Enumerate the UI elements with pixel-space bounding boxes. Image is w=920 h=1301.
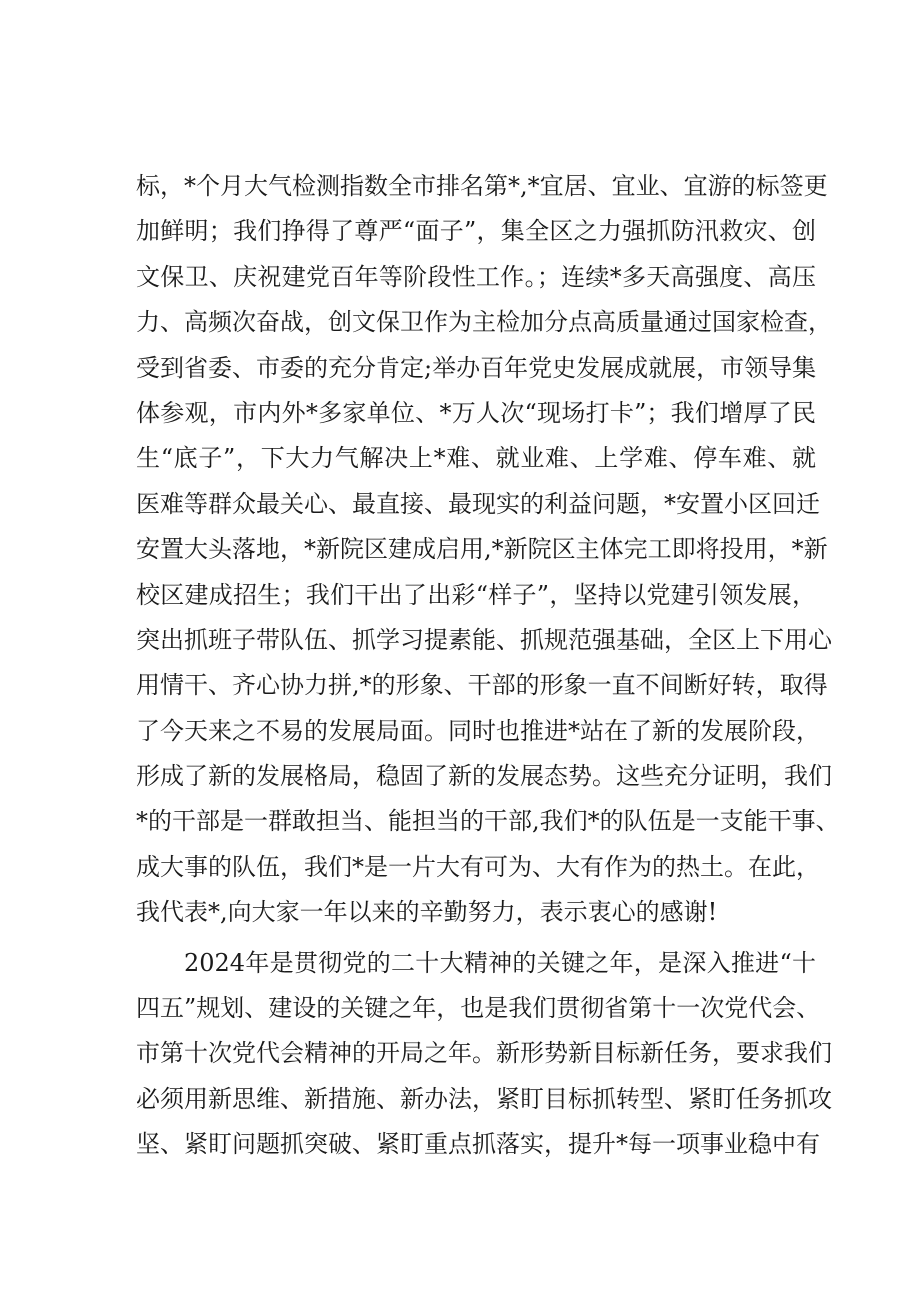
text-line: 坚、紧盯问题抓突破、紧盯重点抓落实，提升*每一项事业稳中有	[136, 1130, 820, 1159]
text-line: 标，*个月大气检测指数全市排名第*,*宜居、宜业、宜游的标签更	[136, 172, 828, 200]
text-line: 市第十次党代会精神的开局之年。新形势新目标新任务，要求我们	[136, 1039, 832, 1068]
text-line: 成大事的队伍，我们*是一片大有可为、大有作为的热土。在此，	[136, 852, 820, 881]
text-line: *的干部是一群敢担当、能担当的干部,我们*的队伍是一支能干事、	[136, 807, 840, 836]
text-line: 我代表*,向大家一年以来的辛勤努力，表示衷心的感谢!	[136, 898, 718, 927]
text-line: 生“底子”，下大力气解决上*难、就业难、上学难、停车难、就	[136, 444, 816, 473]
text-line: 2024年是贯彻党的二十大精神的关键之年，是深入推进“十	[184, 948, 816, 977]
text-line: 用情干、齐心协力拼,*的形象、干部的形象一直不间断好转，取得	[136, 671, 828, 700]
text-line: 加鲜明；我们挣得了尊严“面子”，集全区之力强抓防汛救灾、创	[136, 217, 816, 246]
document-body	[136, 164, 840, 1168]
text-line: 受到省委、市委的充分肯定;举办百年党史发展成就展，市领导集	[136, 353, 817, 382]
text-line: 安置大头落地，*新院区建成启用,*新院区主体完工即将投用，*新	[136, 535, 828, 564]
text-line: 形成了新的发展格局，稳固了新的发展态势。这些充分证明，我们	[136, 762, 832, 791]
text-line: 四五”规划、建设的关键之年，也是我们贯彻省第十一次党代会、	[136, 994, 821, 1023]
text-line: 医难等群众最关心、最直接、最现实的利益问题，*安置小区回迁	[136, 489, 820, 518]
text-line: 必须用新思维、新措施、新办法，紧盯目标抓转型、紧盯任务抓攻	[136, 1084, 832, 1113]
text-line: 了今天来之不易的发展局面。同时也推进*站在了新的发展阶段，	[136, 716, 820, 745]
text-line: 校区建成招生；我们干出了出彩“样子”，坚持以党建引领发展，	[136, 580, 816, 609]
text-line: 力、高频次奋战，创文保卫作为主检加分点高质量通过国家检查，	[136, 308, 832, 337]
text-line: 体参观，市内外*多家单位、*万人次“现场打卡”；我们增厚了民	[136, 398, 816, 427]
text-line: 突出抓班子带队伍、抓学习提素能、抓规范强基础，全区上下用心	[136, 625, 832, 654]
text-line: 文保卫、庆祝建党百年等阶段性工作。；连续*多天高强度、高压	[136, 262, 816, 291]
